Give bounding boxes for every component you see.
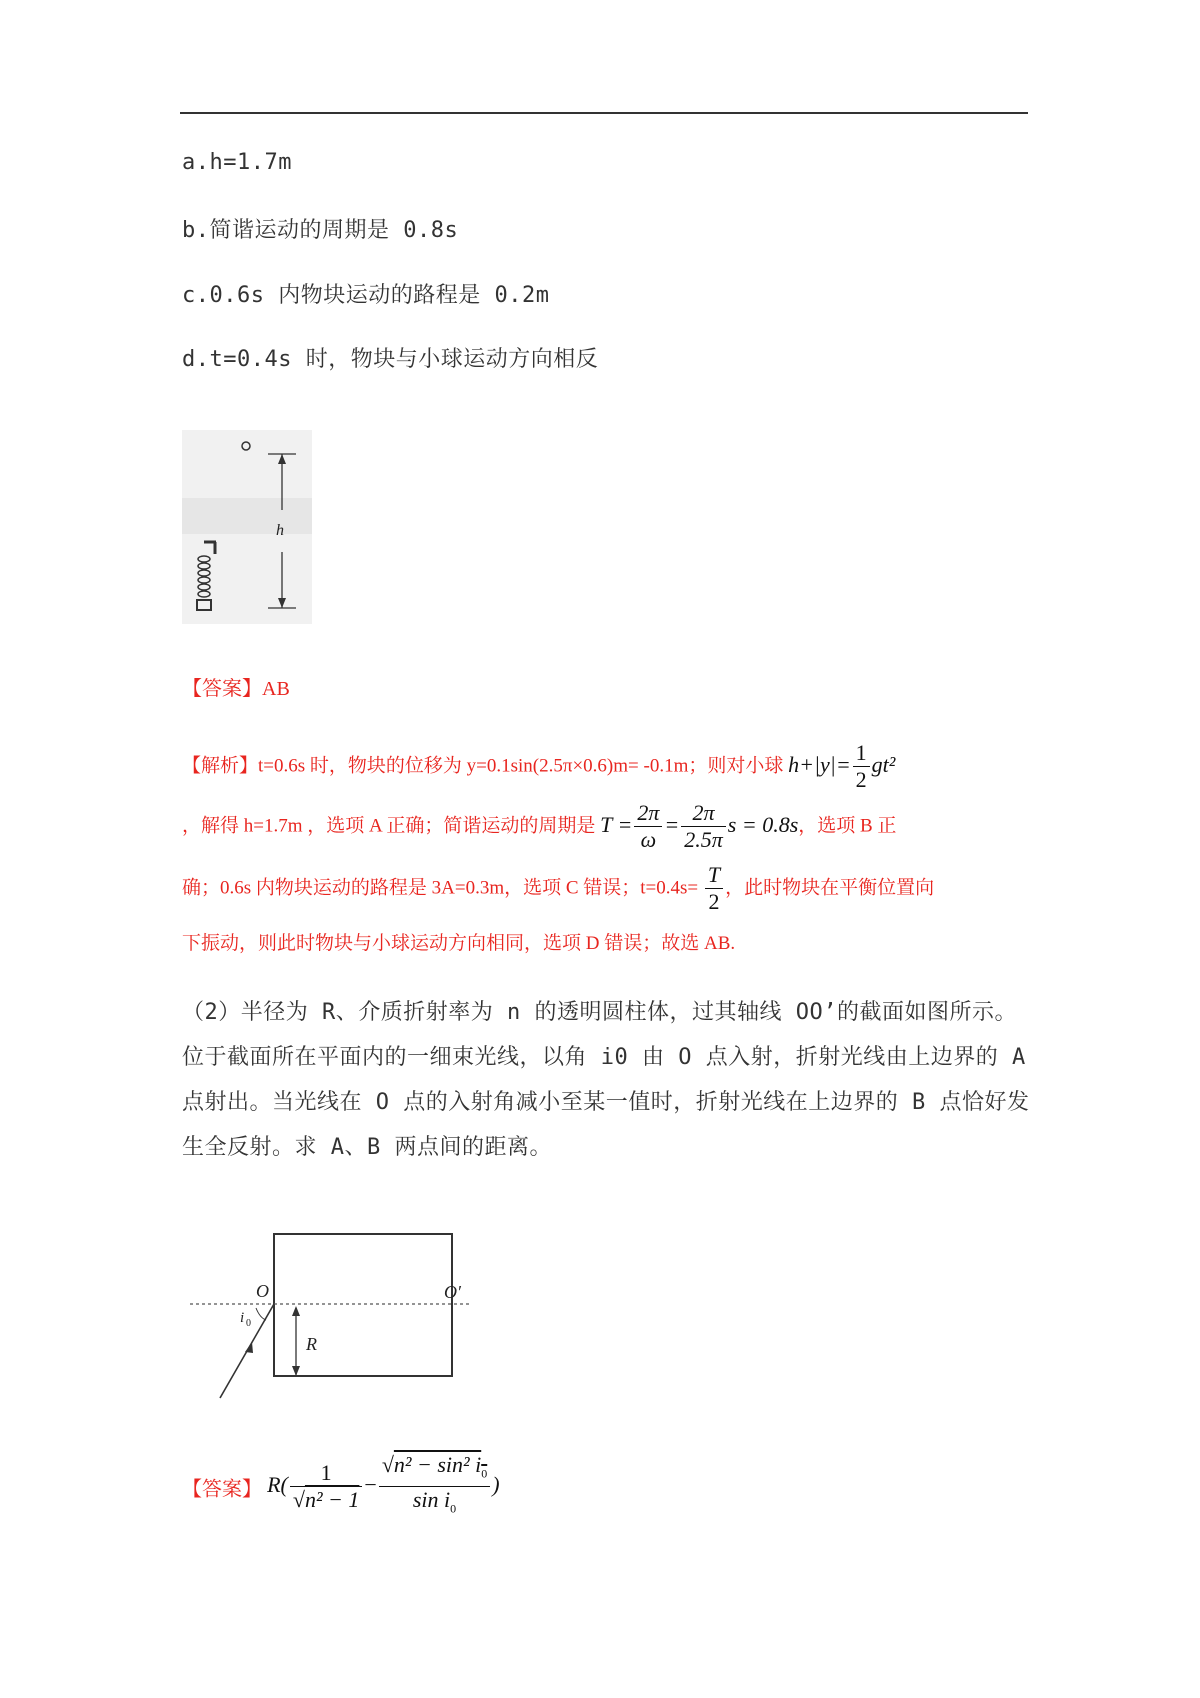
answer-2-tag: 【答案】 xyxy=(182,1478,262,1501)
h-label: h xyxy=(276,522,284,539)
question-2: （2）半径为 R、介质折射率为 n 的透明圆柱体，过其轴线 OO’的截面如图所示。位于截面所在平面内的一细束光线，以角 i0 由 O 点入射，折射光线由上边界的 A 点射出。当光线在 O 点的入射角减小至某一值时，折射光线在上边界的 B 点恰好发生全反射。求 A、B 两点间的距离。 xyxy=(182,1000,1030,1160)
solution-line-4: 下振动，则此时物块与小球运动方向相同，选项 D 错误；故选 AB. xyxy=(182,933,736,954)
r-label: R xyxy=(306,1334,317,1354)
solution-tag: 【解析】 xyxy=(182,755,259,777)
solution-line-3: 确；0.6s 内物块运动的路程是 3A=0.3m，选项 C 错误；t=0.4s= $\frac{T}{2}$ ，此时物块在平衡位置向 xyxy=(182,862,935,914)
o-label: O xyxy=(256,1281,269,1301)
o-prime-label: O′ xyxy=(444,1282,461,1302)
answer-value: AB xyxy=(262,678,290,700)
equation-free-fall: h+|y|= $\frac{1}{2}$ gt² xyxy=(788,740,896,792)
option-b: b.简谐运动的周期是 0.8s xyxy=(182,218,459,243)
cylinder-section-figure xyxy=(190,1200,470,1400)
header-rule xyxy=(180,112,1028,114)
equation-half-period: $\frac{T}{2}$ xyxy=(703,874,725,899)
answer-1 xyxy=(182,672,290,701)
option-d: d.t=0.4s 时，物块与小球运动方向相反 xyxy=(182,347,599,372)
answer-2 xyxy=(182,1452,500,1532)
solution-line-1 xyxy=(182,740,895,793)
answer-2-formula: R( $\frac{1}{\text{√n² − 1}}$ − $\frac{√n^2 - \sin^2 i_0}{\sin i_0}$ ) xyxy=(267,1452,500,1516)
option-a: a.h=1.7m xyxy=(182,150,292,175)
answer-tag: 【答案】 xyxy=(182,678,262,700)
option-c: c.0.6s 内物块运动的路程是 0.2m xyxy=(182,283,550,308)
equation-period: T = $\frac{2\pi}{\omega}$ = $\frac{2\pi}{2.5\pi}$ s = 0.8s xyxy=(600,800,799,852)
solution-line-2: ，解得 h=1.7m ，选项 A 正确；简谐运动的周期是 T = $\frac{2\pi}{\omega}$ = $\frac{2\pi}{2.5\pi}$ s = 0.8s，选项 B 正 xyxy=(182,800,897,852)
i-label: i xyxy=(240,1310,245,1326)
spring-ball-figure xyxy=(182,430,312,624)
solution-text: t=0.6s 时，物块的位移为 y=0.1sin(2.5π×0.6)m= -0.1m；则对小球 xyxy=(258,755,784,777)
i-sub-label: 0 xyxy=(246,1318,251,1329)
